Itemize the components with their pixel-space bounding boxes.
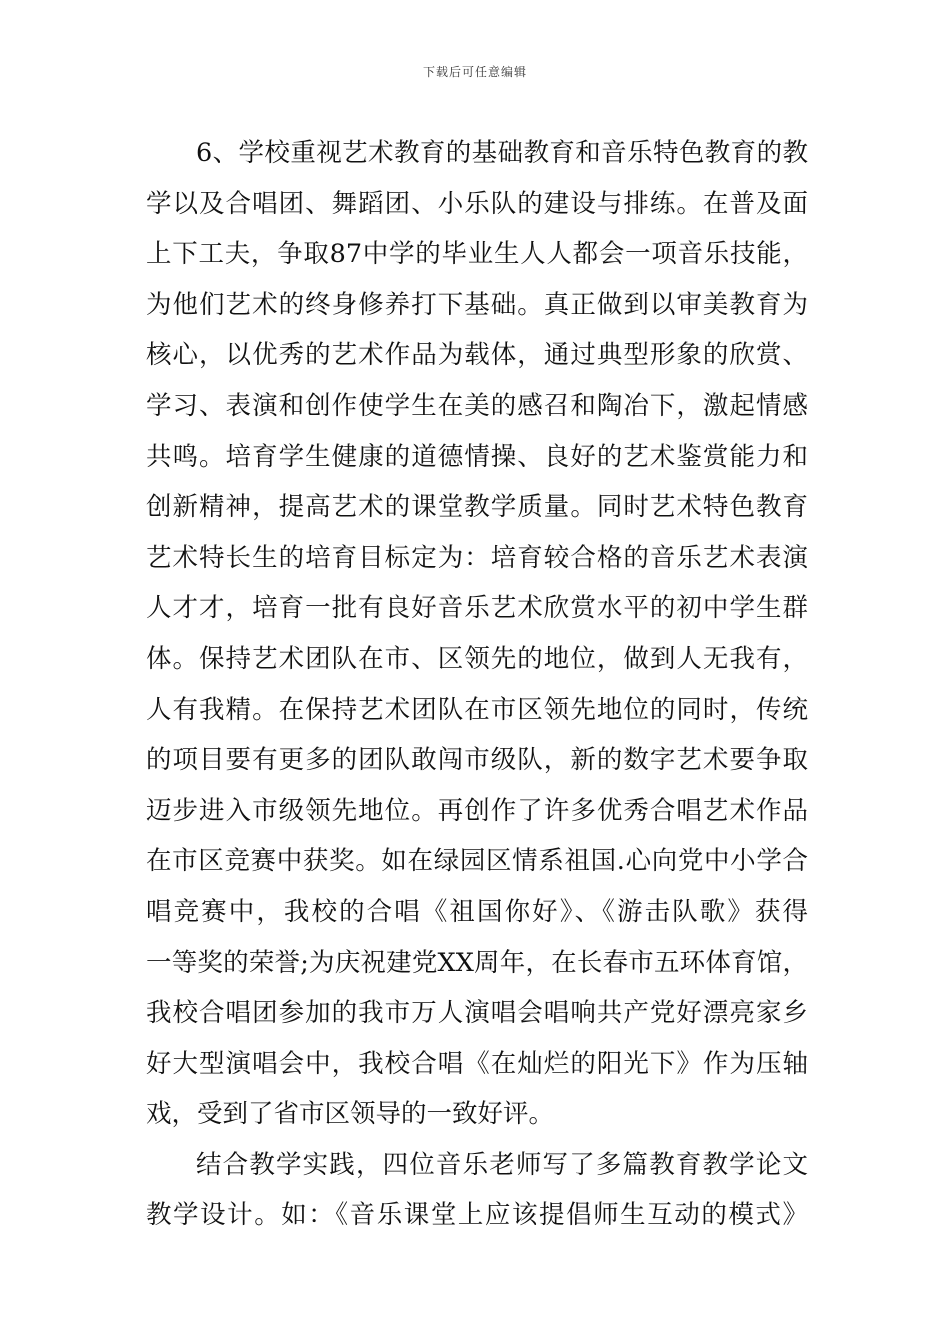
body-text (146, 128, 808, 1241)
text-line: 艺术特长生的培育目标定为：培育较合格的音乐艺术表演 (146, 542, 808, 573)
text-line: 核心，以优秀的艺术作品为载体，通过典型形象的欣赏、 (146, 340, 808, 371)
text-line: 迈步进入市级领先地位。再创作了许多优秀合唱艺术作品 (146, 795, 808, 826)
text-line: 6、学校重视艺术教育的基础教育和音乐特色教育的教 (196, 138, 808, 168)
text-line: 体。保持艺术团队在市、区领先的地位，做到人无我有， (146, 643, 808, 674)
text-line: 上下工夫，争取87中学的毕业生人人都会一项音乐技能， (146, 239, 808, 270)
paragraph-2 (146, 1140, 808, 1241)
text-line: 教学设计。如：《音乐课堂上应该提倡师生互动的模式》 (146, 1200, 808, 1231)
text-line: 我校合唱团参加的我市万人演唱会唱响共产党好漂亮家乡 (146, 998, 808, 1029)
header-note: 下载后可任意编辑 (422, 65, 527, 79)
paragraph-1 (146, 128, 808, 1140)
text-line: 的项目要有更多的团队敢闯市级队，新的数字艺术要争取 (146, 745, 808, 776)
text-line: 共鸣。培育学生健康的道德情操、良好的艺术鉴赏能力和 (146, 441, 808, 472)
text-line: 在市区竞赛中获奖。如在绿园区情系祖国.心向党中小学合 (146, 846, 808, 877)
text-line: 学以及合唱团、舞蹈团、小乐队的建设与排练。在普及面 (146, 188, 808, 219)
text-line: 为他们艺术的终身修养打下基础。真正做到以审美教育为 (146, 289, 808, 320)
text-line: 戏，受到了省市区领导的一致好评。 (146, 1099, 555, 1130)
text-line: 人有我精。在保持艺术团队在市区领先地位的同时，传统 (146, 694, 808, 725)
text-line: 人才才，培育一批有良好音乐艺术欣赏水平的初中学生群 (146, 593, 808, 624)
text-line: 结合教学实践，四位音乐老师写了多篇教育教学论文 (196, 1149, 808, 1180)
text-line: 一等奖的荣誉;为庆祝建党XX周年，在长春市五环体育馆， (146, 947, 808, 978)
text-line: 学习、表演和创作使学生在美的感召和陶冶下，激起情感 (146, 390, 808, 421)
text-line: 创新精神，提高艺术的课堂教学质量。同时艺术特色教育 (146, 492, 808, 523)
text-line: 好大型演唱会中，我校合唱《在灿烂的阳光下》作为压轴 (146, 1048, 808, 1079)
text-line: 唱竞赛中，我校的合唱《祖国你好》、《游击队歌》获得 (146, 896, 808, 927)
